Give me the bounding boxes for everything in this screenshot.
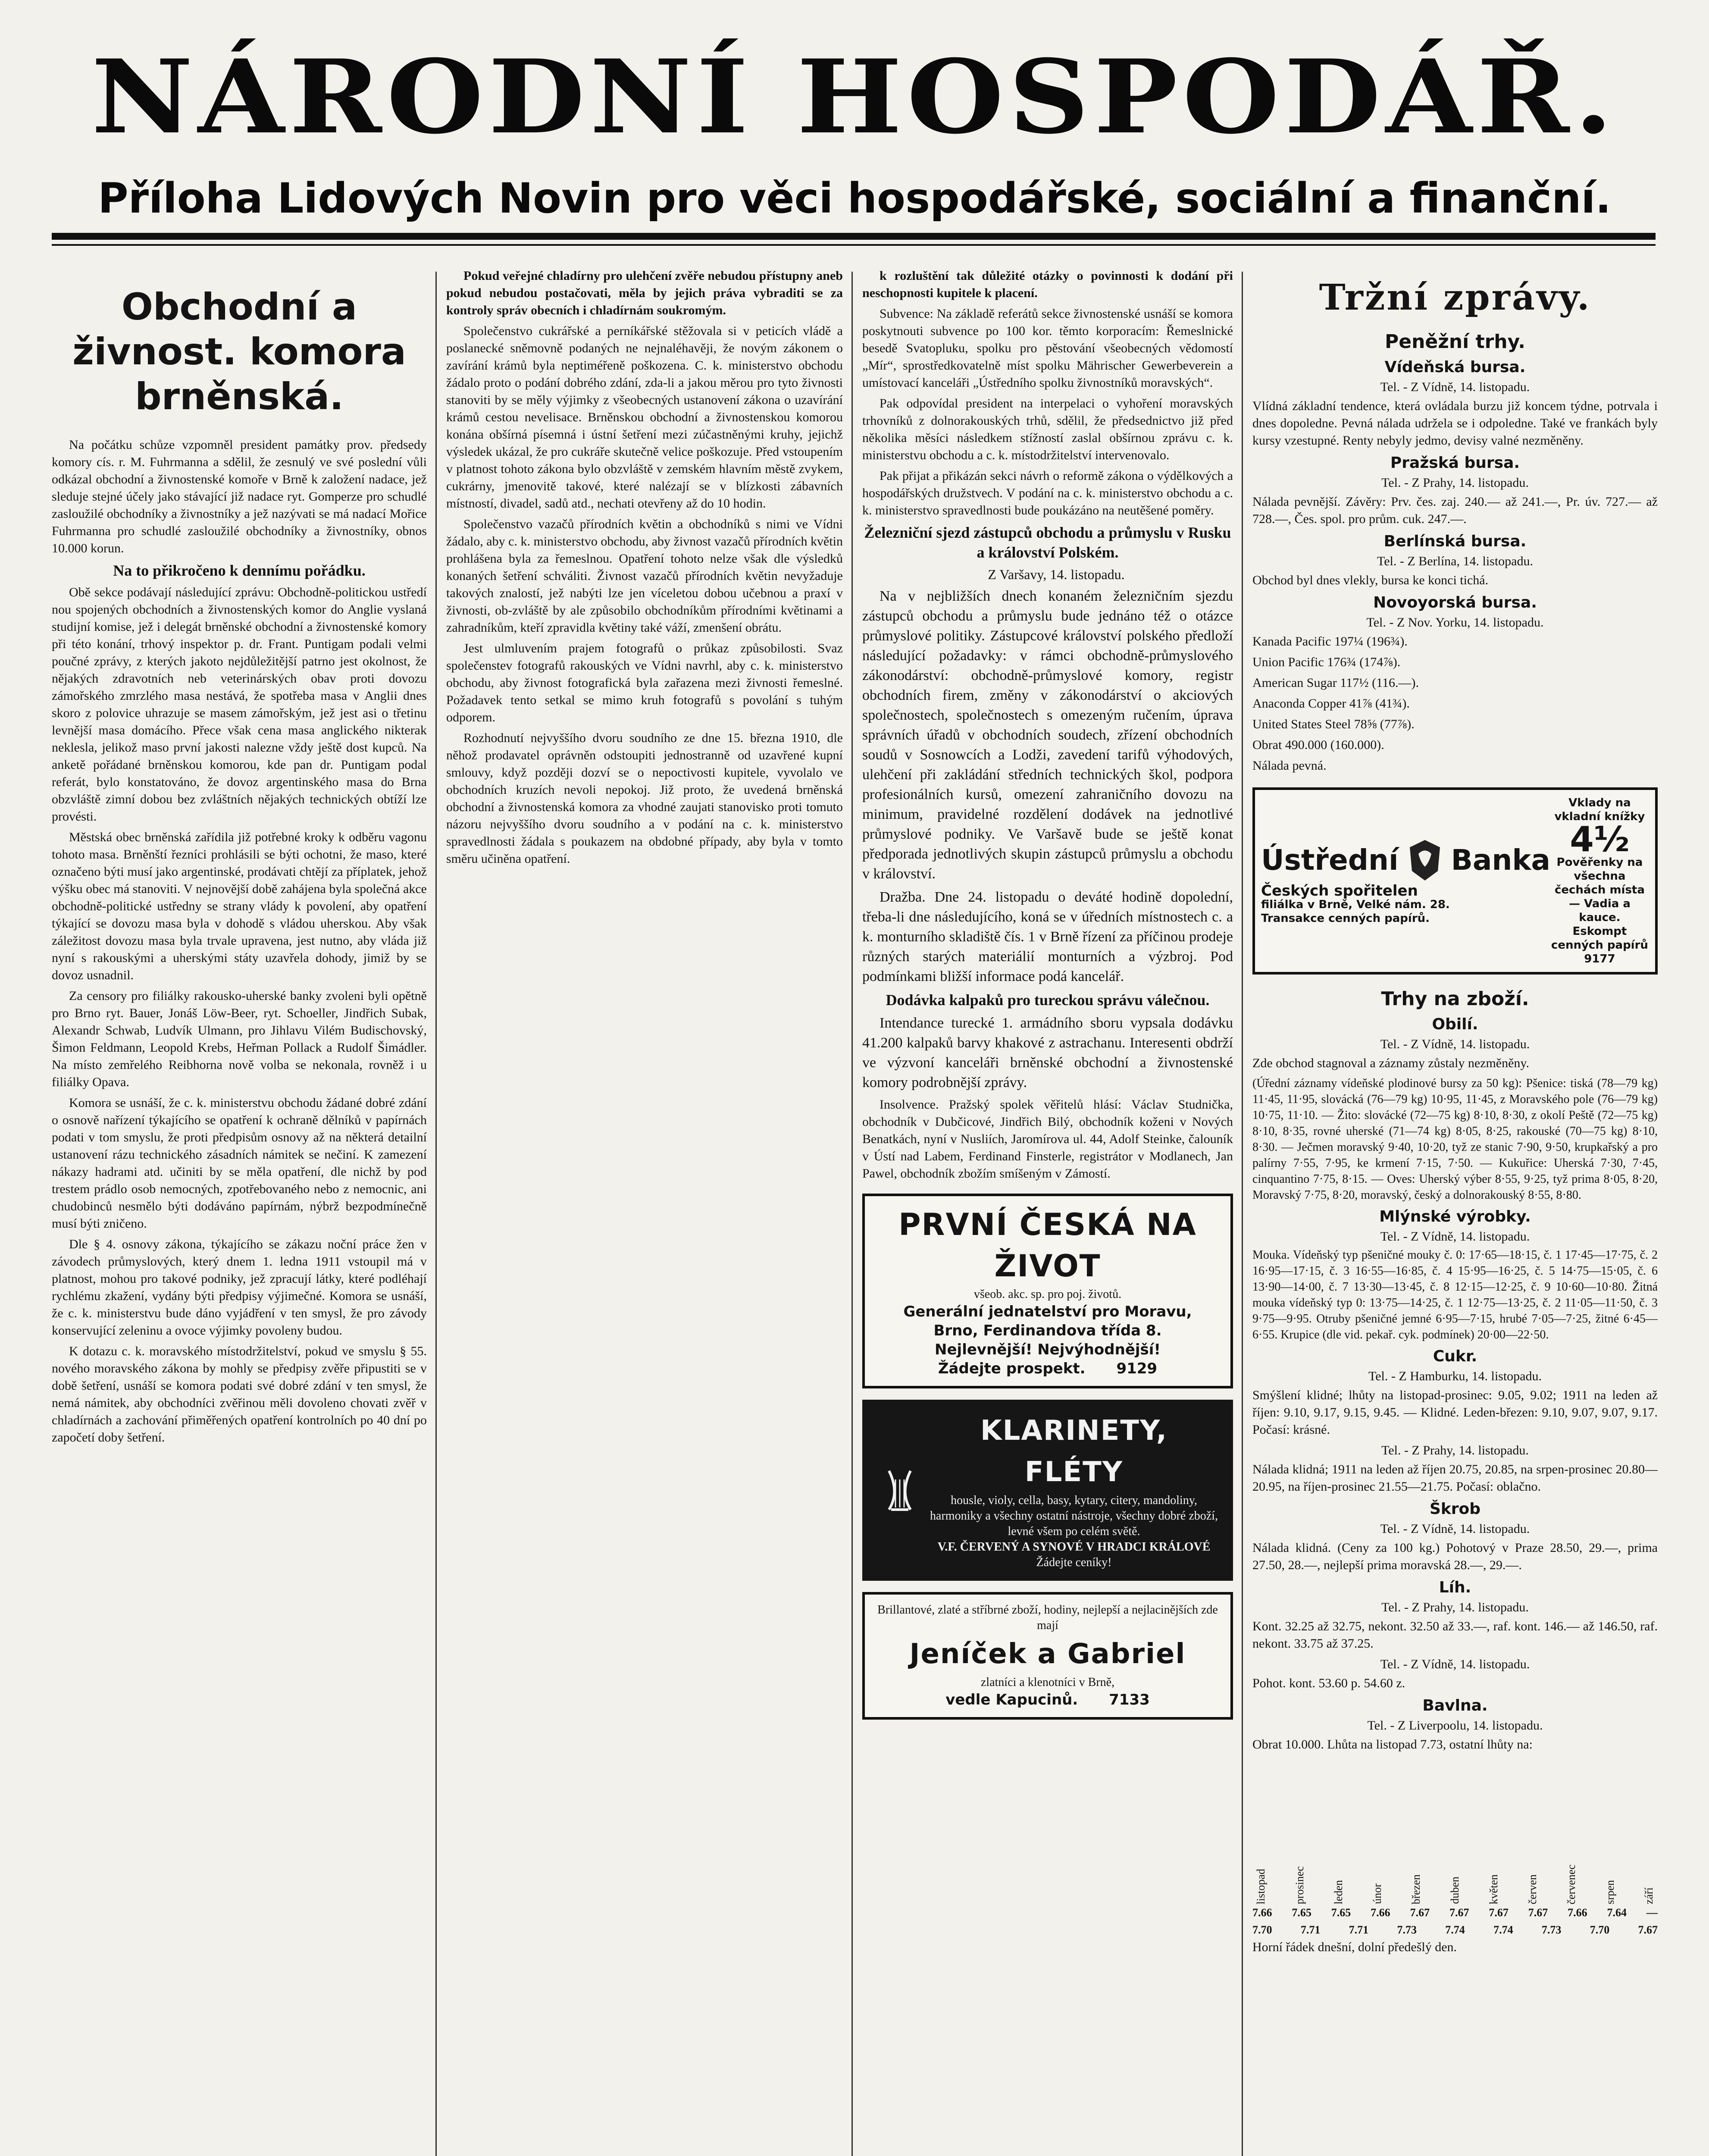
paragraph: Na v nejbližších dnech konaném železničním sjezdu zástupců obchodu a průmyslu bude jednáno též o otázce průmyslové politiky. Zástupcové království polského předloží následující požadavky: v rámci obchodně-průmyslového zákonodárství: obchodně-průmyslové komory, registr obchodních firem, změny v zákonodárství o akciových společnostech, společnostech s omezeným ručením, úprava správních úřadů v obchodních soudech, zřízení obchodních soudů v Sosnowcích a Lodži, zavedení tarifů výhodových, ulehčení při zakládání středních technických škol, podpora profesionálních kursů, omezení zahraničního dovozu na minimum, pravidelné rozdělení dodávek na jednotlivé průmyslové podniky. Ve Varšavě bude se ještě konat předporada jednotlivých skupin zástupců průmyslu a obchodu v království. <box>862 588 1233 882</box>
paragraph: Nálada klidná. (Ceny za 100 kg.) Pohotový v Praze 28.50, 29.—, prima 27.50, 28.—, nejlepší prima moravská 28.—, 29.—. <box>1252 1541 1658 1572</box>
lion-crest-icon <box>1405 837 1444 884</box>
column-divider <box>1242 272 1243 2156</box>
column-1 <box>52 267 427 2156</box>
table-header: únor <box>1371 1883 1383 1904</box>
bank-service: Pověřenky na všechna čechách místa — Vadia a kauce. <box>1554 856 1645 924</box>
table-cell: 7.71 <box>1300 1924 1321 1936</box>
ad-line: Brno, Ferdinandova třída 8. <box>933 1322 1162 1339</box>
masthead <box>0 34 1709 229</box>
bank-name-right: Banka <box>1451 843 1550 877</box>
table-cell: 7.74 <box>1493 1924 1513 1936</box>
dateline: Tel. - Z Vídně, 14. listopadu. <box>1380 1037 1530 1051</box>
paragraph: k rozluštění tak důležité otázky o povinnosti k dodání při neschopnosti kupitele k placení. <box>862 269 1233 300</box>
section-heading: Trhy na zboží. <box>1381 988 1529 1010</box>
dateline: Z Varšavy, 14. listopadu. <box>988 567 1125 582</box>
article-headline: Obchodní a živnost. komora brněnská. <box>72 285 406 418</box>
dateline: Tel. - Z Nov. Yorku, 14. listopadu. <box>1366 615 1544 630</box>
ad-phone: 9129 <box>1116 1360 1158 1377</box>
quote-row: Obrat 490.000 (160.000). <box>1252 738 1384 752</box>
bank-service: Transakce cenných papírů. <box>1261 912 1430 925</box>
dateline: Tel. - Z Prahy, 14. listopadu. <box>1381 1443 1529 1457</box>
table-cell: 7.74 <box>1445 1924 1465 1936</box>
quote-row: Union Pacific 176¾ (174⅞). <box>1252 655 1401 669</box>
paragraph: Nálada klidná; 1911 na leden až říjen 20.75, 20.85, na srpen-prosinec 20.80—20.95, na říjen-prosinec 21.55—21.75. Počasí: oblačno. <box>1252 1462 1658 1494</box>
table-row <box>1252 1921 1658 1939</box>
interest-rate: 4½ <box>1570 819 1630 859</box>
paragraph: Obrat 10.000. Lhůta na listopad 7.73, ostatní lhůty na: <box>1252 1737 1533 1752</box>
paragraph: Zde obchod stagnoval a záznamy zůstaly nezměněny. <box>1252 1056 1529 1070</box>
table-header: leden <box>1332 1880 1345 1904</box>
paragraph: Na to přikročeno k dennímu pořádku. <box>113 562 366 579</box>
ad-note: zlatníci a klenotníci v Brně, <box>980 1676 1115 1689</box>
paragraph: Dle § 4. osnovy zákona, týkajícího se zákazu noční práce žen v závodech průmyslových, který dnem 1. ledna 1911 vstoupil má v platnost, mohou pro takové podniky, jež zpracují látky, které podléhají rychlému zkažení, vydány býti předpisy výjimečné. Komora se usnáší, že c. k. ministerstvu bude dáno vyjádření v ten smysl, že pro závody konservující zeleninu a ovoce výjimky povoleny budou. <box>52 1237 427 1338</box>
ad-title: KLARINETY, FLÉTY <box>980 1415 1168 1488</box>
paragraph: Vlídná základní tendence, která ovládala burzu již koncem týdne, potrvala i dnes dopoledne. Pevná nálada udržela se i odpoledne. Také ve frankách byly kursy vzestupné. Renty nebyly jedmo, devisy valné nezměněny. <box>1252 399 1658 448</box>
subsection-heading: Obilí. <box>1432 1015 1478 1033</box>
paragraph: Pak přijat a přikázán sekci návrh o reformě zákona o výdělkových a hospodářských družstvech. V podání na c. k. ministerstvo obchodu a c. k. ministerstvo spravedlnosti bude poukázáno na neutěšené poměry. <box>862 469 1233 517</box>
ad-maker: V.F. ČERVENÝ A SYNOVÉ V HRADCI KRÁLOVÉ <box>937 1540 1211 1554</box>
section-heading: Peněžní trhy. <box>1384 331 1525 353</box>
newspaper-subtitle: Příloha Lidových Novin pro věci hospodářské, sociální a finanční. <box>98 174 1611 222</box>
table-cell: 7.73 <box>1397 1924 1417 1936</box>
table-header: prosinec <box>1293 1866 1306 1904</box>
paragraph: Jest ulmluvením prajem fotografů o průkaz způsobilosti. Svaz společenstev fotografů rakouských ve Vídni navrhl, aby c. k. ministerstvo obchodu, aby živnost fotografická byla zařazena mezi živnosti řemeslné. Požadavek tento setkal se mimo kruh fotografů s povolání s tuhým odporem. <box>446 641 843 724</box>
ad-text: housle, violy, cella, basy, kytary, citery, mandoliny, harmoniky a všechny ostatní nástroje, všechny dobré zboží, levné všem po celém světě. <box>930 1494 1218 1538</box>
table-cell: 7.67 <box>1449 1906 1469 1919</box>
ad-phone: 7133 <box>1109 1691 1150 1708</box>
newspaper-title: NÁRODNÍ HOSPODÁŘ. <box>91 38 1618 157</box>
paragraph: Subvence: Na základě referátů sekce živnostenské usnáší se komora poskytnouti subvence po 100 kor. těmto korporacím: Řemeslnické besedě Svatopluku, spolku pro pěstování všeobecných vědomostí „Mír“, sprostředkovatelně míst spolku Mährischer Gewerbeverein a umístovací kanceláři „Ústředního spolku živnostníků moravských“. <box>862 307 1233 390</box>
table-footnote: Horní řádek dnešní, dolní předešlý den. <box>1252 1940 1457 1954</box>
subsection-heading: Škrob <box>1429 1500 1481 1518</box>
table-cell: 7.66 <box>1371 1906 1390 1919</box>
jeweler-advertisement <box>862 1592 1233 1720</box>
bank-deposit-note: Vklady na vkladní knížky <box>1554 796 1645 823</box>
clarinet-advertisement <box>862 1400 1233 1581</box>
subsection-heading: Novoyorská bursa. <box>1373 594 1537 611</box>
bank-name-left: Ústřední <box>1261 843 1399 877</box>
table-cell: 7.71 <box>1349 1924 1369 1936</box>
ad-text: Brillantové, zlaté a stříbrné zboží, hodiny, nejlepší a nejlacinějších zde mají <box>877 1603 1218 1632</box>
dateline: Tel. - Z Vídně, 14. listopadu. <box>1380 380 1530 394</box>
dateline: Tel. - Z Hamburku, 14. listopadu. <box>1368 1369 1542 1383</box>
table-header: srpen <box>1604 1880 1616 1904</box>
paragraph: Městská obec brněnská zařídila již potřebné kroky k odběru vagonu tohoto masa. Brněnští řezníci prohlásili se býti ochotni, že maso, které označeno býti musí jako argentinské, prodávati chtějí za příplatek, jehož výšku obec má stanoviti. V nejnovější době zahájena byla společná akce obchodně-politické ustředny se strany vlády k povolení, aby opatření týkající se dovozu masa byla v dohodě s vládou uherskou. Aby však záležitost dovozu masa byla trvale upravena, jest nutno, aby vláda již nyní s rakouskými a uherskými státy uzavřela dohody, jimiž by se dovoz usnadnil. <box>52 830 427 982</box>
table-header: listopad <box>1255 1868 1267 1904</box>
column-3 <box>862 267 1233 2156</box>
table-cell: 7.67 <box>1638 1924 1658 1936</box>
table-cell: 7.67 <box>1528 1906 1548 1919</box>
paragraph: Společenstvo vazačů přírodních květin a obchodníků s nimi ve Vídni žádalo, aby c. k. ministerstvo obchodu, aby živnost vazačů přírodních květin prohlášena byla za řemeslnou. Opatření tohoto nelze však dle výsledků konaných šetření schváliti. Živnost vazačů přírodních květin nevyžaduje takových znalostí, jež nabýti lze jen víceletou dobou učebnou a praxí v živnosti, ob-zvláště by ale způsobilo obchodníkům přírodními květinami a zahradníkům, kteří zpravidla květiny také váží, zmenšení obrátu. <box>446 517 843 635</box>
table-cell: — <box>1646 1906 1658 1919</box>
column-4-market-reports <box>1252 267 1658 2156</box>
ad-note: Žádejte ceníky! <box>1036 1556 1112 1569</box>
ad-note: všeob. akc. sp. pro poj. životů. <box>973 1288 1122 1301</box>
table-cell: 7.67 <box>1489 1906 1509 1919</box>
table-cell: 7.66 <box>1568 1906 1587 1919</box>
bank-advertisement <box>1252 787 1658 975</box>
bank-address: filiálka v Brně, Velké nám. 28. <box>1261 898 1450 911</box>
dateline: Tel. - Z Vídně, 14. listopadu. <box>1380 1522 1530 1536</box>
column-2 <box>446 267 843 2156</box>
ad-line: Nejlevnější! Nejvýhodnější! <box>935 1341 1161 1358</box>
dateline: Tel. - Z Liverpoolu, 14. listopadu. <box>1367 1718 1543 1733</box>
ad-title: Jeníček a Gabriel <box>909 1638 1186 1670</box>
subsection-heading: Cukr. <box>1433 1348 1477 1365</box>
subsection-heading: Vídeňská bursa. <box>1384 358 1526 376</box>
quote-row: Kanada Pacific 197¼ (196¾). <box>1252 634 1408 649</box>
article-headline: Železniční sjezd zástupců obchodu a průmyslu v Rusku a království Polském. <box>864 524 1231 561</box>
paragraph: (Úřední záznamy vídeňské plodinové bursy za 50 kg): Pšenice: tiská (78—79 kg) 11·45, 11·95, slovácká (76—79 kg) 10·95, 11·45, z Moravského pole (76—79 kg) 10·75, 11·10. — Žito: slovácké (72—75 kg) 8·10, 8·30, z okolí Peště (72—75 kg) 8·10, 8·35, rovné uherské (71—74 kg) 8·05, 8·25, rakouské (70—75 kg) 8·10, 8·30. — Ječmen moravský 9·40, 10·20, tyž ze stanic 7·90, 9·50, krupkařský a pro palírny 7·55, 7·95, ke krmení 7·15, 7·50. — Kukuřice: Uherská 7·30, 7·45, cinquantino 7·75, 8·15. — Oves: Uherský výber 8·55, 9·25, tyž prima 8·05, 8·20, Moravský 7·75, 8·20, moravský, český a dolnorakouský 8·55, 8·80. <box>1252 1077 1658 1202</box>
cotton-months-table <box>1252 1762 1658 1904</box>
bank-subtitle: Českých spořitelen <box>1261 882 1418 899</box>
paragraph: Obchod byl dnes vlekly, bursa ke konci tichá. <box>1252 573 1489 587</box>
table-row <box>1252 1904 1658 1921</box>
dateline: Tel. - Z Berlína, 14. listopadu. <box>1377 554 1533 568</box>
table-cell: 7.70 <box>1252 1924 1272 1936</box>
paragraph: Mouka. Vídeňský typ pšeničné mouky č. 0: 17·65—18·15, č. 1 17·45—17·75, č. 2 16·95—17·15, č. 3 16·55—16·85, č. 4 15·95—16·25, č. 5 14·75—15·05, č. 6 13·90—14·00, č. 7 13·30—13·45, č. 8 12·15—12·25, č. 9 10·60—10·80. Žitná mouka vídeňský typ 0: 13·75—14·25, č. 1 12·75—13·25, č. 2 11·05—11·50, č. 3 9·75—9·95. Otruby pšeničné jemné 6·95—7·15, hrubé 7·05—7·25, žitné 6·45—6·55. Krupice (dle vid. pekař. cyk. podmínek) 20·00—22·50. <box>1252 1248 1658 1341</box>
table-cell: 7.70 <box>1590 1924 1610 1936</box>
bank-service: Eskompt cenných papírů <box>1551 925 1648 952</box>
dateline: Tel. - Z Prahy, 14. listopadu. <box>1381 476 1529 490</box>
paragraph: Obě sekce podávají následující zprávu: Obchodně-politickou ustředí nou spojených obchodních a živnostenských komor do Anglie vyslaná studijní komise, jež i delegát brněnské obchodní a živnostenské komory při této konání, trhový inspektor p. dr. Frant. Puntigam podali velmi poučné zprávy, z kterých jakoto nejdůležitější patrno jest okolnost, že nějakých zdravotních neb veterinárských obav proti dovozu zámořského zmrzlého masa nestává, že spotřeba masa v Anglii dnes skoro z polovice uhrazuje se masem zámořským, jež jest asi o třetinu levnější masa domácího. Přece však cena masa anglického nikterak neklesla, jelikož maso první jakosti nalezne vždy ještě dost kupců. Na anketě pořádané brněnskou komorou, kde pan dr. Puntigam podal referát, bylo konstatováno, že dovoz argentinského masa do Brna obzvláště zimní dobou bez zvláštních nějakých technických obtíží lze provésti. <box>52 585 427 824</box>
paragraph: Nálada pevnější. Závěry: Prv. čes. zaj. 240.— až 241.—, Pr. úv. 727.— až 728.—, Čes. spol. pro prům. cuk. 247.—. <box>1252 495 1658 526</box>
paragraph: Za censory pro filiálky rakousko-uherské banky zvoleni byli opětně pro Brno ryt. Bauer, Jonáš Löw-Beer, ryt. Schoeller, Jindřich Subak, Alexandr Schwab, Ludvík Ulmann, pro Jihlavu Vilém Budischovský, Šimon Feldmann, Leopold Krebs, Heřman Pollack a Rudolf Šimádler. Na místo zemřelého Reibhorna nově volba se nekonala, rovněž i u filiálky Opava. <box>52 989 427 1089</box>
paragraph: K dotazu c. k. moravského místodržitelství, pokud ve smyslu § 55. nového moravského zákona by mohly se předpisy zvěře připustiti se v době šetření, usnáší se komora podati své dobré zdání v ten smysl, že nemá námitek, aby obchodníci zvěřinou měli dovoleno chovati zvěř v chladírnách a zachování přiměřených opatření kontrolních po 40 dní po započetí doby šetření. <box>52 1344 427 1445</box>
paragraph: Na počátku schůze vzpomněl president památky prov. předsedy komory cís. r. M. Fuhrmanna a sdělil, že zesnulý ve své poslední vůli odkázal obchodní a živnostenské komoře v Brně k založení nadace, jež sleduje stejné účely jako stávající již nadace ryt. Gomperze pro schudlé zasloužilé obchodníky a živnostníky a jež nazývati se má nadací Mořice Fuhrmanna pro schudlé zasloužilé obchodníky a živnostníky, obnos 10.000 korun. <box>52 438 427 555</box>
section-title: Tržní zprávy. <box>1319 277 1591 318</box>
masthead-rule-thin <box>52 244 1656 246</box>
lyre-icon <box>880 1467 919 1514</box>
paragraph: Pak odpovídal president na interpelaci o vyhoření moravských trhovníků z dolnorakouských trhů, sdělil, že předsednictvo již před několika měsíci následkem stížností zaslal obšírnou zprávu c. k. ministerstvu obchodu a c. k. místodržitelství intervenovalo. <box>862 396 1233 462</box>
table-cell: 7.65 <box>1292 1906 1311 1919</box>
ad-line <box>873 1690 1222 1709</box>
paragraph: Společenstvo cukrářské a perníkářské stěžovala si v peticích vládě a poslanecké sněmovně podaných ne nejnaléhavěji, že novým zákonem o zavírání krámů byla neptiméřeně poškozena. C. k. ministerstvo obchodu žádalo proto o podání dobrého zdání, zda-li a jakou měrou pro tyto živnosti stanoviti by se měly výjimky z všeobecných ustanovení zákona o uzavírání krámů cestou nevelisace. Brněnskou obchodní a živnostenskou komorou konána obšírná písemná i ústní šetření mezi zúčastněnými kruhy, jejichž výsledek ukázal, že pro cukráře skutečně velice poškozuje. Před vstoupením v platnost tohoto zákona bylo obzvláště v zemském hlavním městě zvykem, cukrárny, jmenovitě takové, které nalézají se v blízkosti zábavních místností, divadel, sadů atd., nechati otevřeny až do 10 hodin. <box>446 324 843 511</box>
column-divider <box>851 272 853 2156</box>
dateline: Tel. - Z Vídně, 14. listopadu. <box>1380 1657 1530 1671</box>
paragraph: Komora se usnáší, že c. k. ministerstvu obchodu žádané dobré zdání o osnově nařízení týkajícího se opatření k ochraně dělníků v papírnách podati v tom smyslu, že proti předpisům osnovy až na některá detailní ustanovení rázu technického zásadních námitek se nečiní. K zamezení nákazy hadrami atd. učiniti by se měla opatření, dle nichž by pod trestem prádlo osob nemocných, zpotřebovaného nebo z nemocnic, ani chudobinců nesmělo býti dodáváno papírnám, nýbrž bezpodmínečně musí býti zničeno. <box>52 1096 427 1231</box>
ad-address: vedle Kapucinů. <box>945 1691 1078 1708</box>
quote-row: American Sugar 117½ (116.—). <box>1252 676 1419 690</box>
table-header: září <box>1643 1887 1655 1904</box>
bank-phone: 9177 <box>1584 953 1615 965</box>
article-headline: Dodávka kalpaků pro tureckou správu válečnou. <box>886 991 1210 1009</box>
table-header: březen <box>1410 1874 1422 1904</box>
paragraph: Insolvence. Pražský spolek věřitelů hlásí: Václav Studnička, obchodník v Dubčicové, Jindřich Bilý, obchodník koženi v Nových Benatkách, nyní v Nusliích, Jaromírova ul. 44, Adolf Steinke, čalouník v Ústí nad Labem, Ferdinand Finsterle, registrátor v Modlanech, Jan Pawel, obchodník zbožím smíšeným v Zámostí. <box>862 1097 1233 1181</box>
paragraph: Pokud veřejné chladírny pro ulehčení zvěře nebudou přístupny aneb pokud nebudou postačovati, měla by jejich práva vybraditi se za kontroly správ obecních i chladírnám soukromým. <box>446 269 843 317</box>
ad-line: Generální jednatelství pro Moravu, <box>903 1303 1192 1320</box>
subsection-heading: Berlínská bursa. <box>1383 533 1527 550</box>
dateline: Tel. - Z Prahy, 14. listopadu. <box>1381 1600 1529 1614</box>
paragraph: Rozhodnutí nejvyššího dvoru soudního ze dne 15. března 1910, dle něhož prodavatel oprávněn odstoupiti jednostranně od uzavřené kupní smlouvy, když později dozví se o nepoctivosti kupitele, vyvolalo ve obchodních kruzích nevoli nepokoj. Již proto, že uvedená brněnská obchodní a živnostenská komora za vhodné zaujati stanovisko proti tomuto názoru nejvyššího dvoru soudního a v podání na c. k. ministerstvo spravedlnosti žádala s poukazem na obdobné případy, aby byla v tomto směru učiněna opatření. <box>446 731 843 866</box>
subsection-heading: Bavlna. <box>1422 1697 1488 1714</box>
ad-title: PRVNÍ ČESKÁ NA ŽIVOT <box>898 1207 1197 1284</box>
subsection-heading: Líh. <box>1439 1579 1471 1596</box>
table-cell: 7.64 <box>1607 1906 1627 1919</box>
paragraph: Dražba. Dne 24. listopadu o deváté hodině dopolední, třeba-li dne následujícího, koná se v úředních místnostech c. a k. monturního skladiště čís. 1 v Brně řízení za příčinou prodeje různých starých materiálií monturních a výzbroj. Pod podmínkami bližší informace podá kancelář. <box>862 889 1233 984</box>
quote-row: Anaconda Copper 41⅞ (41¾). <box>1252 696 1410 711</box>
insurance-advertisement <box>862 1194 1233 1388</box>
dateline: Tel. - Z Vídně, 14. listopadu. <box>1380 1229 1530 1244</box>
ad-line <box>873 1359 1222 1378</box>
table-cell: 7.65 <box>1331 1906 1351 1919</box>
paragraph: Intendance turecké 1. armádního sboru vypsala dodávku 41.200 kalpaků barvy khakové z astrachanu. Interesenti obdrží ve výzvoní kanceláři brněnské obchodní a živnostenské komory podrobnější zprávy. <box>862 1015 1233 1091</box>
table-cell: 7.73 <box>1541 1924 1562 1936</box>
masthead-rule <box>52 233 1656 240</box>
subsection-heading: Pražská bursa. <box>1390 454 1520 472</box>
quote-row: United States Steel 78⅝ (77⅞). <box>1252 717 1415 731</box>
table-cell: 7.67 <box>1410 1906 1430 1919</box>
column-divider <box>435 272 437 2156</box>
subsection-heading: Mlýnské výrobky. <box>1379 1208 1531 1225</box>
table-header: červenec <box>1565 1864 1578 1904</box>
table-header: červen <box>1526 1874 1539 1904</box>
paragraph: Smýšlení klidné; lhůty na listopad-prosinec: 9.05, 9.02; 1911 na leden až říjen: 9.10, 9.17, 9.15, 9.45. — Klidné. Leden-březen: 9.10, 9.07, 9.07, 9.17. Počasí: krásné. <box>1252 1388 1658 1437</box>
quote-row: Nálada pevná. <box>1252 758 1327 773</box>
ad-cta: Žádejte prospekt. <box>938 1360 1086 1377</box>
paragraph: Kont. 32.25 až 32.75, nekont. 32.50 až 33.—, raf. kont. 146.— až 146.50, raf. nekont. 33.75 až 37.25. <box>1252 1619 1658 1651</box>
table-header: duben <box>1449 1877 1461 1904</box>
table-cell: 7.66 <box>1252 1906 1272 1919</box>
table-header: květen <box>1487 1874 1500 1904</box>
paragraph: Pohot. kont. 53.60 p. 54.60 z. <box>1252 1676 1405 1690</box>
